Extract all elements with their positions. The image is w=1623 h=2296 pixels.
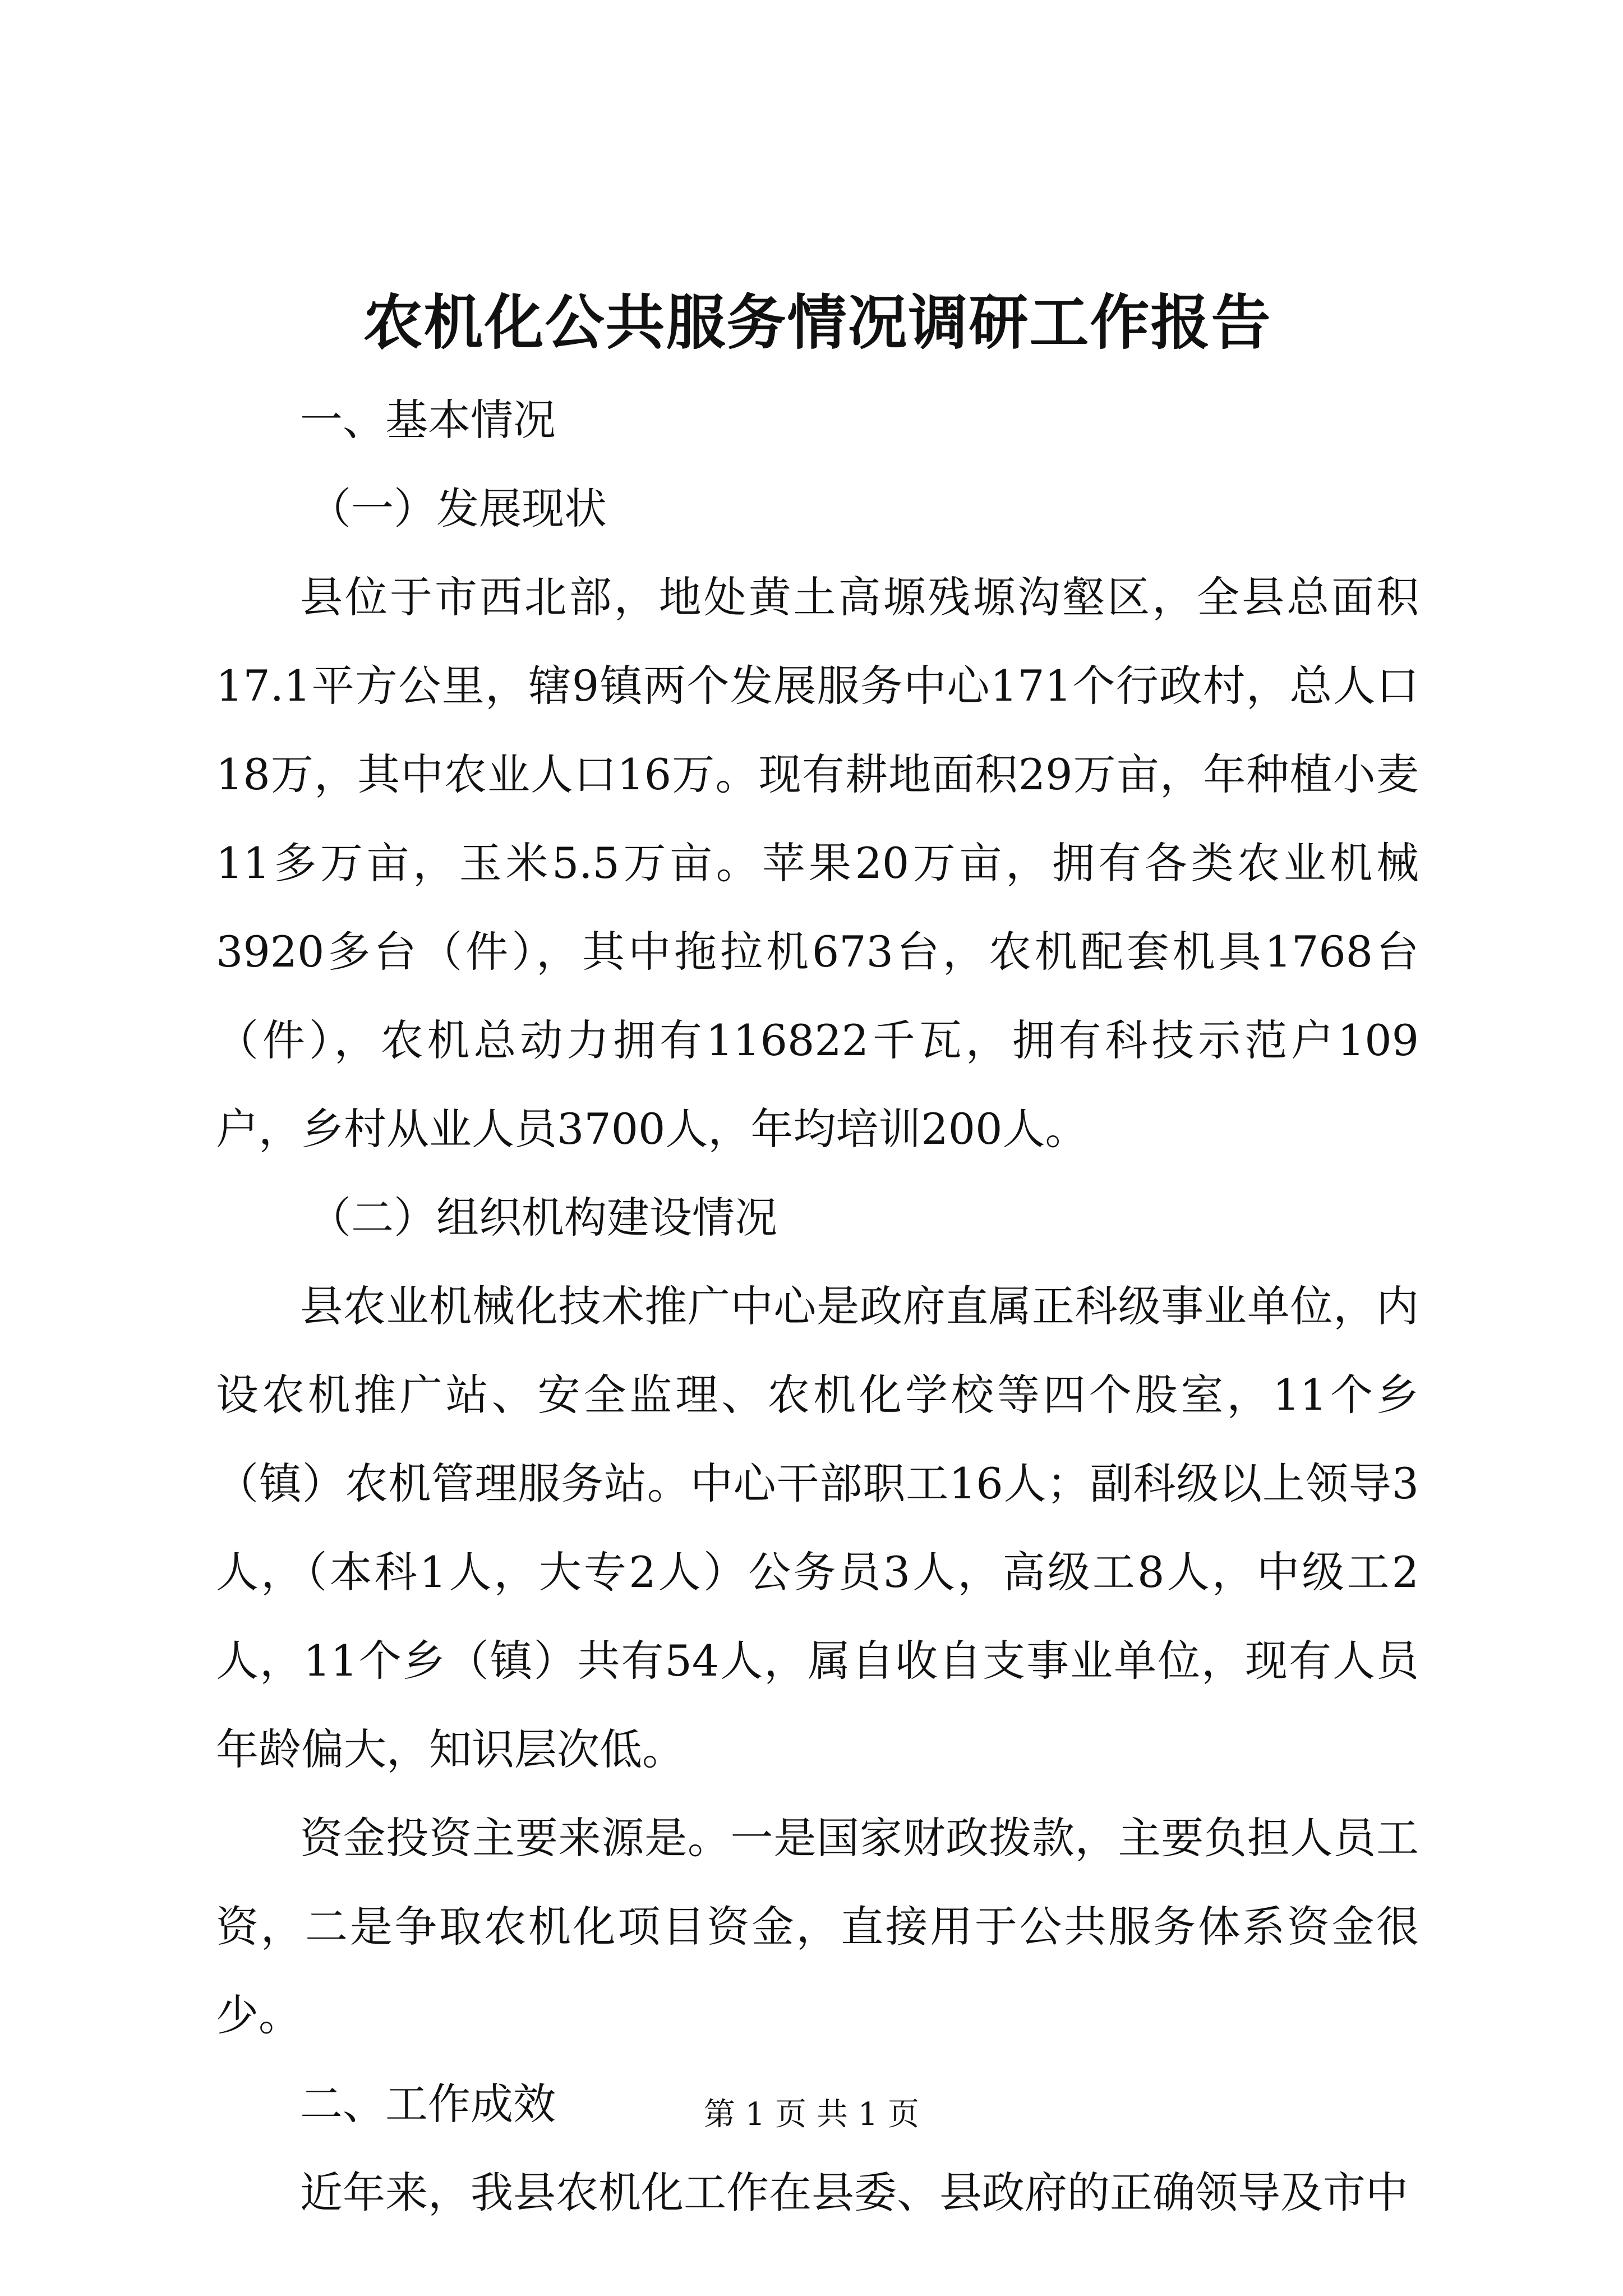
document-title: 农机化公共服务情况调研工作报告 bbox=[363, 287, 1272, 357]
subsection-heading: （二）组织机构建设情况 bbox=[308, 1193, 777, 1243]
section-heading: 一、基本情况 bbox=[300, 395, 556, 445]
document-body bbox=[216, 280, 1419, 2237]
paragraph: 近年来，我县农机化工作在县委、县政府的正确领导及市中 bbox=[300, 2168, 1408, 2217]
page-number-footer: 第 1 页 共 1 页 bbox=[703, 2096, 920, 2133]
paragraph: 资金投资主要来源是。一是国家财政拨款，主要负担人员工资，二是争取农机化项目资金，直接用于公共服务体系资金很少。 bbox=[216, 1813, 1419, 2040]
subsection-heading: （一）发展现状 bbox=[308, 484, 607, 533]
paragraph: 县农业机械化技术推广中心是政府直属正科级事业单位，内设农机推广站、安全监理、农机化学校等四个股室，11个乡（镇）农机管理服务站。中心干部职工16人；副科级以上领导3人，（本科1人，大专2人）公务员3人，高级工8人，中级工2人，11个乡（镇）共有54人，属自收自支事业单位，现有人员年龄偏大，知识层次低。 bbox=[216, 1281, 1419, 1774]
paragraph: 县位于市西北部，地处黄土高塬残塬沟壑区，全县总面积17.1平方公里，辖9镇两个发展服务中心171个行政村，总人口18万，其中农业人口16万。现有耕地面积29万亩，年种植小麦11多万亩，玉米5.5万亩。苹果20万亩，拥有各类农业机械3920多台（件），其中拖拉机673台，农机配套机具1768台（件），农机总动力拥有116822千瓦，拥有科技示范户109户，乡村从业人员3700人，年均培训200人。 bbox=[216, 572, 1419, 1154]
section-heading: 二、工作成效 bbox=[300, 2079, 556, 2129]
